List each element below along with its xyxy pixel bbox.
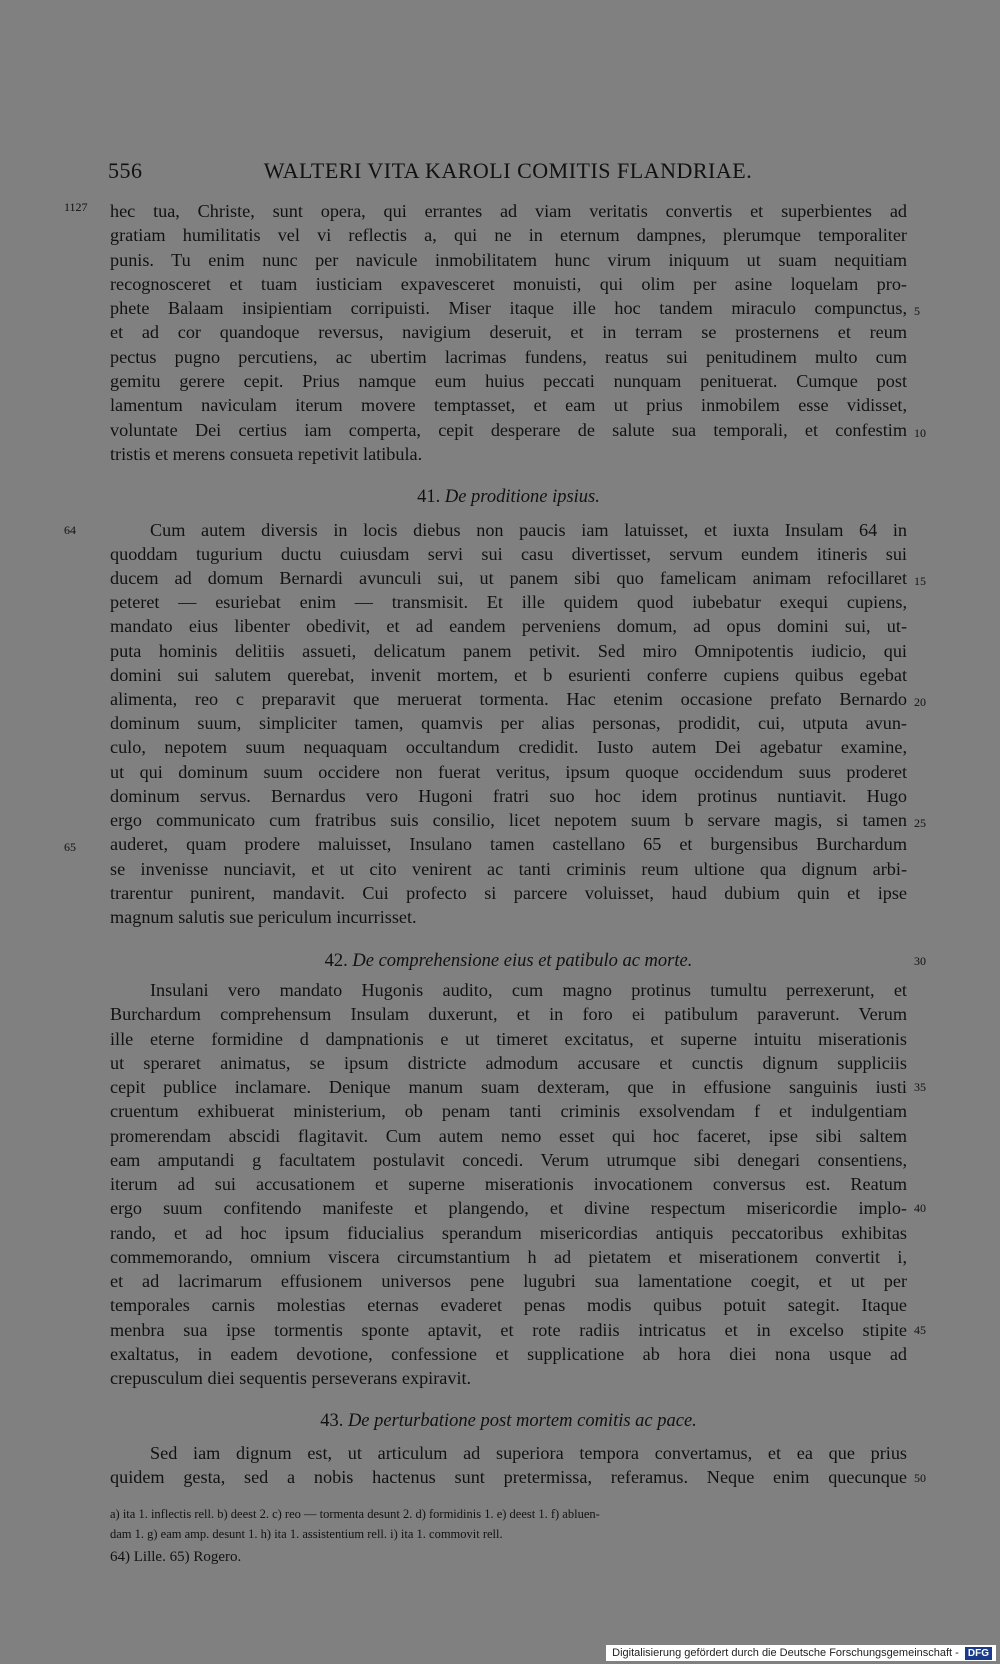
text-line: quidem gesta, sed a nobis hactenus sunt pretermissa, referamus. Neque enim quecunque <box>110 1467 907 1487</box>
text-line: ergo communicato cum fratribus suis consilio, licet nepotem suum b servare magis, si tamen <box>110 810 907 830</box>
margin-footnote-ref: 64 <box>64 523 76 537</box>
text-line: Insulani vero mandato Hugonis audito, cum magno protinus tumultu perrexerunt, et <box>150 980 907 1000</box>
text-line: exaltatus, in eadem devotione, confessione et supplicatione ab hora diei nona usque ad <box>110 1344 907 1364</box>
text-line: gemitu gerere cepit. Prius namque eum huius peccati nunquam penituerat. Cumque post <box>110 371 907 391</box>
text-line: et ad cor quandoque reversus, navigium deseruit, et in terram se prosternens et reum <box>110 322 907 342</box>
line-number: 30 <box>914 954 926 968</box>
footnote-line: a) ita 1. inflectis rell. b) deest 2. c) reo — tormenta desunt 2. d) formidinis 1. e) deest 1. f) abluen- <box>110 1507 600 1521</box>
text-line: Burchardum comprehensum Insulam duxerunt, et in foro ei patibulum paraverunt. Verum <box>110 1004 907 1024</box>
heading-title: De proditione ipsius. <box>444 487 600 507</box>
text-line: ducem ad domum Bernardi avunculi sui, ut panem sibi quo famelicam animam refocillaret <box>110 568 907 588</box>
text-line: culo, nepotem suum nequaquam occultandum credidit. Iusto autem Dei agebatur examine, <box>110 737 907 757</box>
text-line: tristis et merens consueta repetivit latibula. <box>110 444 423 464</box>
margin-footnote-ref: 65 <box>64 840 76 854</box>
text-line: dominum suum, simpliciter tamen, quamvis per alias personas, prodidit, cui, utputa avun- <box>110 713 907 733</box>
text-line: alimenta, reo c preparavit que meruerat tormenta. Hac etenim occasione prefato Bernardo <box>110 689 907 709</box>
text-line: se invenisse nunciavit, et ut cito venirent ac tanti criminis reum ultione qua dignum arbi- <box>110 859 907 879</box>
text-line: trarentur punirent, mandavit. Cui profecto si parcere voluisset, haud dubium quin et ipse <box>110 883 907 903</box>
text-line: peteret — esuriebat enim — transmisit. Et ille quidem quod iubebatur exequi cupiens, <box>110 592 907 612</box>
line-number: 15 <box>914 574 926 588</box>
digitization-credit <box>606 1645 996 1661</box>
text-line: gratiam humilitatis vel vi reflectis a, qui ne in eternum dampnes, plerumque temporaliter <box>110 225 907 245</box>
text-line: temporales carnis molestias eternas evaderet penas modis quibus potuit sategit. Itaque <box>110 1295 907 1315</box>
text-line: et ad lacrimarum effusionem universos pene lugubri sua lamentatione coegit, et ut per <box>110 1271 907 1291</box>
text-line: Cum autem diversis in locis diebus non paucis iam latuisset, et iuxta Insulam 64 in <box>150 520 907 540</box>
text-line: ille eterne formidine d dampnationis e ut timeret excitatus, et superne intuitu miserationis <box>110 1029 907 1049</box>
text-line: mandato eius libenter obedivit, et ad eandem perveniens domum, ad opus domini sui, ut- <box>110 616 907 636</box>
text-line: ergo suum confitendo manifeste et plangendo, et divine respectum misericordie implo- <box>110 1198 907 1218</box>
text-line: puta hominis delitiis assueti, delicatum panem petivit. Sed miro Omnipotentis iudicio, qui <box>110 641 907 661</box>
line-number: 50 <box>914 1471 926 1485</box>
text-line: domini sui salutem querebat, invenit mortem, et b esurienti conferre cupiens quibus egebat <box>110 665 907 685</box>
text-line: commemorando, omnium viscera circumstantium h ad pietatem et miserationem convertit i, <box>110 1247 907 1267</box>
heading-title: De perturbatione post mortem comitis ac pace. <box>347 1411 697 1431</box>
dfg-logo: DFG <box>965 1647 992 1660</box>
text-line: lamentum naviculam iterum movere temptasset, et eam ut prius inmobilem esse vidisset, <box>110 395 907 415</box>
text-line: crepusculum diei sequentis perseverans expiravit. <box>110 1368 472 1388</box>
text-line: dominum servus. Bernardus vero Hugoni fratri suo hoc idem protinus nuntiavit. Hugo <box>110 786 907 806</box>
line-number: 5 <box>914 304 920 318</box>
line-number: 35 <box>914 1080 926 1094</box>
line-number: 10 <box>914 426 926 440</box>
text-line: cepit publice inclamare. Denique manum suam dexteram, que in effusione sanguinis iusti <box>110 1077 907 1097</box>
text-line: Sed iam dignum est, ut articulum ad superiora tempora convertamus, et ea que prius <box>150 1443 907 1463</box>
text-line: pectus pugno percutiens, ac ubertim lacrimas fundens, reatus sui penitudinem multo cum <box>110 347 907 367</box>
margin-year: 1127 <box>64 200 88 214</box>
text-line: recognosceret et tuam iusticiam expavesceret monuisti, qui olim per asine loquelam pro- <box>110 274 907 294</box>
text-line: magnum salutis sue periculum incurrisset. <box>110 907 417 927</box>
text-line: rando, et ad hoc ipsum fiducialius sperandum misericordias antiquis peccatoribus exhibitas <box>110 1223 907 1243</box>
text-line: iterum ad sui accusationem et superne miserationis invocationem conversus est. Reatum <box>110 1174 907 1194</box>
section-heading-43 <box>110 1408 907 1434</box>
line-number: 40 <box>914 1201 926 1215</box>
text-line: hec tua, Christe, sunt opera, qui errantes ad viam veritatis convertis et superbientes ad <box>110 201 907 221</box>
text-line: voluntate Dei certius iam comperta, cepit desperare de salute sua temporali, et confestim <box>110 420 907 440</box>
credit-text: Digitalisierung gefördert durch die Deutsche Forschungsgemeinschaft - <box>612 1647 959 1659</box>
line-number: 20 <box>914 695 926 709</box>
text-line: ut speraret animatus, se ipsum districte admodum accusare et cunctis dignum suppliciis <box>110 1053 907 1073</box>
heading-number: 43. <box>320 1411 344 1431</box>
text-line: quoddam tugurium ductu cuiusdam servi sui casu divertisset, servum eundem itineris sui <box>110 544 907 564</box>
text-line: promerendam abscidi flagitavit. Cum autem nemo esset qui hoc faceret, ipse sibi saltem <box>110 1126 907 1146</box>
section-heading-42 <box>110 948 907 974</box>
heading-number: 42. <box>324 951 348 971</box>
text-line: menbra sua ipse tormentis sponte aptavit, et rote radiis intricatus et in excelso stipite <box>110 1320 907 1340</box>
footnote-line: dam 1. g) eam amp. desunt 1. h) ita 1. assistentium rell. i) ita 1. commovit rell. <box>110 1527 503 1541</box>
running-title: WALTERI VITA KAROLI COMITIS FLANDRIAE. <box>263 158 753 183</box>
text-line: eam amputandi g facultatem postulavit concedi. Verum utrumque sibi denegari consentiens, <box>110 1150 907 1170</box>
line-number: 25 <box>914 816 926 830</box>
page-header <box>108 158 908 184</box>
heading-title: De comprehensione eius et patibulo ac morte. <box>352 951 693 971</box>
text-line: phete Balaam insipientiam corripuisti. Miser itaque ille hoc tandem miraculo compunctus, <box>110 298 907 318</box>
text-line: auderet, quam prodere maluisset, Insulano tamen castellano 65 et burgensibus Burchardum <box>110 834 907 854</box>
text-line: punis. Tu enim nunc per navicule inmobilitatem hunc virum iniquum ut suam nequitiam <box>110 250 907 270</box>
heading-number: 41. <box>417 487 441 507</box>
text-line: cruentum exhibuerat ministerium, ob penam tanti criminis exsolvendam f et indulgentiam <box>110 1101 907 1121</box>
page-number: 556 <box>108 158 143 183</box>
text-line: ut qui dominum suum occidere non fuerat veritus, ipsum quoque occidendum suus proderet <box>110 762 907 782</box>
line-number: 45 <box>914 1323 926 1337</box>
section-heading-41 <box>110 484 907 510</box>
footnote-line: 64) Lille. 65) Rogero. <box>110 1549 242 1565</box>
